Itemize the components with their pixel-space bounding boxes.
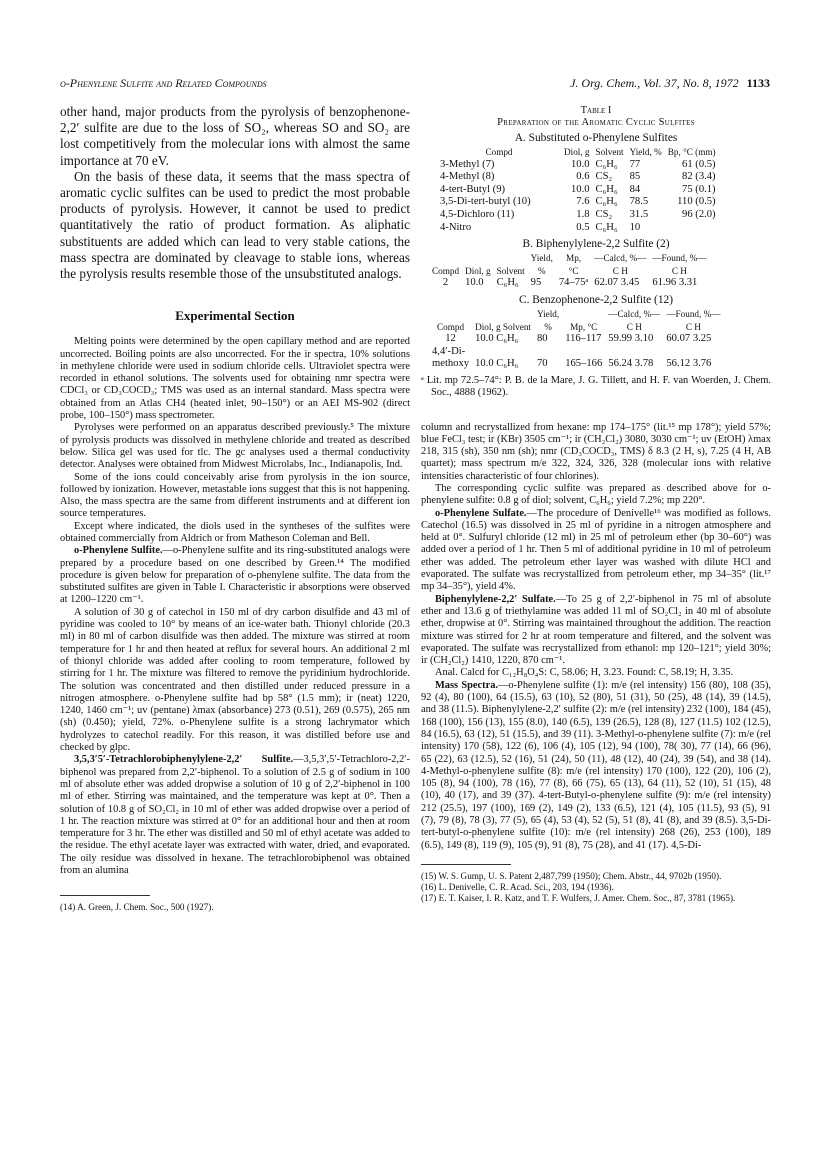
- table-footnote: ᵃ Lit. mp 72.5–74°: P. B. de la Mare, J. G. Tillett, and H. F. van Woerden, J. Chem. Soc., 4888 (1962).: [421, 374, 771, 399]
- table-row: 4,4′-Di-: [432, 345, 466, 357]
- table-row: 4-Methyl (8) 0.6 CS₂ 85 82 (3.4): [440, 171, 716, 183]
- table-c: [429, 308, 723, 371]
- footnote-17: (17) E. T. Kaiser, I. R. Katz, and T. F. Wulfers, J. Amer. Chem. Soc., 87, 3781 (1965).: [421, 892, 736, 903]
- exp-paragraph-2: Pyrolyses were performed on an apparatus described previously.⁵ The mixture of pyrolysis products was dissolved in methylene chloride and treated as described below. Silica gel was used for tlc. The gc analyses used a thermal conductivity detector. Analyses were obtained from Midwest Microlabs, Inc., Indianapolis, Ind.: [60, 422, 410, 471]
- table-header-row: Yield, Mp, —Calcd, %— —Found, %—: [530, 253, 707, 264]
- footnote-15: (15) W. S. Gump, U. S. Patent 2,487,799 (1950); Chem. Abstr., 44, 9702b (1950).: [421, 870, 722, 881]
- footnote-rule: [421, 864, 511, 865]
- running-header: [60, 76, 770, 92]
- table-1: [421, 104, 771, 400]
- table-title: Table I: [580, 105, 612, 116]
- table-row: 4-Nitro 0.5 C₆H₆ 10: [440, 221, 641, 233]
- body-paragraph-3: o-Phenylene Sulfate.—The procedure of Denivelle¹⁶ was modified as follows. Catechol (16.5) was dissolved in 25 ml of pyridine in a nitrogen atmosphere and held at 0°. Sulfuryl chloride (12 ml) in 25 ml of petroleum ether (bp 30–60°) was added over a period of 1 hr. Then 5 ml of additional pyridine in 10 ml of petroleum ether was added. The petroleum ether layer was washed with dilute HCl and evaporated. The sulfate was recrystallized from petroleum ether, mp 34–35° (lit.¹⁷ mp 34–35°), yield 4%.: [421, 507, 771, 593]
- table-row: 3-Methyl (7) 10.0 C₆H₆ 77 61 (0.5): [440, 158, 716, 170]
- table-header-row: Yield, —Calcd, %— —Found, %—: [536, 308, 721, 319]
- intro-paragraph-2: On the basis of these data, it seems that the mass spectra of aromatic cyclic sulfites can be used to predict the most probable products of pyrolysis. However, it cannot be used to predict quantitatively the ratio of product formation. As aliphatic substituents are added which can lead to very stable cations, the mass spectra are dominated by cleavage to stable ions, whereas the pyrolysis results resemble those of the unsubstituted analogs.: [60, 168, 410, 282]
- table-subtitle: Preparation of the Aromatic Cyclic Sulfites: [497, 117, 695, 128]
- footnote-rule: [60, 895, 150, 896]
- left-column: [60, 104, 410, 913]
- table-row: 12 10.0 C₆H₆ 80 116–117 59.99 3.10 60.07 3.25: [445, 333, 712, 345]
- run-in-heading: Biphenylylene-2,2′ Sulfate.: [435, 593, 556, 605]
- table-row: 4-tert-Butyl (9) 10.0 C₆H₆ 84 75 (0.1): [440, 183, 716, 195]
- table-b: [429, 252, 709, 290]
- run-in-heading: o-Phenylene Sulfate.: [435, 507, 527, 519]
- journal-citation: J. Org. Chem., Vol. 37, No. 8, 1972 1133: [570, 76, 770, 90]
- run-in-heading: Mass Spectra.: [435, 679, 499, 691]
- table-row: 4,5-Dichloro (11) 1.8 CS₂ 31.5 96 (2.0): [440, 208, 716, 220]
- body-paragraph-4: Biphenylylene-2,2′ Sulfate.—To 25 g of 2,2′-biphenol in 75 ml of absolute ether and 13.6 g of triethylamine was added 11 ml of SO₂Cl₂ in 40 ml of absolute ether, dropwise at 0°. Stirring was maintained throughout the addition. The reaction mixture was stirred for 2 hr at room temperature and filtered, and the solvent was evaporated. The sulfate was recrystallized from ethanol: mp 120–121°; yield 30%; ir (CH₂Cl₂) 1410, 1220, 870 cm⁻¹.: [421, 593, 772, 667]
- body-paragraph-1: column and recrystallized from hexane: mp 174–175° (lit.¹⁵ mp 178°); yield 57%; blue FeCl₃ test; ir (KBr) 3505 cm⁻¹; ir (CH₂Cl₂) 3080, 3030 cm⁻¹; uv (EtOH) λmax 218, 315 (sh), 350 nm (sh); nmr (CD₃COCD₃, TMS) δ 8.3 (2 H, s), 7.25 (4 H, AB quartet); mass spectrum m/e 322, 324, 326, 328 (molecular ions with relative intensities characteristic of four chlorines).: [421, 421, 771, 482]
- table-header-row: Compd Diol, g Solvent Yield, % Bp, °C (mm): [485, 147, 716, 157]
- page-number: 1133: [746, 76, 770, 90]
- exp-paragraph-6: A solution of 30 g of catechol in 150 ml of dry carbon disulfide and 43 ml of pyridine was cooled to 10° by means of an ice-water bath. Thionyl chloride (20.3 ml) in 80 ml of carbon disulfide was then added. The mixture was stirred at room temperature for 1 hr and then heated at reflux for several hours. An additional 2 ml of thionyl chloride was added after cooling to room temperature, followed by stirring for 1 hr. The mixture was filtered to remove the pyridinium hydrochloride. The solution was concentrated and then distilled under reduced pressure in a nitrogen atmosphere. o-Phenylene sulfite had bp 58° (1.5 mm); ir (neat) 1220, 1240, 1460 cm⁻¹; uv (pentane) λmax (absorbance) 273 (0.51), 269 (0.575), 265 nm (sh) (0.450); yield, 72%. o-Phenylene sulfite is a strong lachrymator which hydrolyzes to catechol readily. For this reason, it was distilled before use and checked by glpc.: [60, 606, 410, 754]
- section-title: Experimental Section: [175, 308, 295, 324]
- table-row: methoxy 10.0 C₆H₆ 70 165–166 56.24 3.78 56.12 3.76: [432, 358, 712, 370]
- exp-paragraph-5: o-Phenylene Sulfite.—o-Phenylene sulfite and its ring-substituted analogs were prepared by a procedure based on one described by Green.¹⁴ The modified procedure is given below for preparation of o-phenylene sulfite. The data from the substituted sulfites are given in Table I. Characteristic ir absorptions were observed at 1200–1220 cm⁻¹.: [60, 545, 410, 606]
- run-in-heading: o-Phenylene Sulfite.: [74, 545, 163, 557]
- table-row: 3,5-Di-tert-butyl (10) 7.6 C₆H₆ 78.5 110 (0.5): [440, 196, 716, 208]
- body-paragraph-5: Anal. Calcd for C₁₂H₈O₄S: C, 58.06; H, 3.23. Found: C, 58.19; H, 3.35.: [435, 667, 734, 679]
- table-section-c: C. Benzophenone-2,2 Sulfite (12): [518, 293, 674, 306]
- table-row: 2 10.0 C₆H₆ 95 74–75ᵃ 62.07 3.45 61.96 3.31: [442, 277, 698, 289]
- table-header-row: Compd Diol, g Solvent % Mp, °C C H C H: [437, 321, 701, 332]
- footnote-16: (16) L. Denivelle, C. R. Acad. Sci., 203, 194 (1936).: [421, 881, 614, 892]
- table-a: [437, 146, 719, 234]
- running-title: o-Phenylene Sulfite and Related Compounds: [60, 76, 267, 90]
- footnote-14: (14) A. Green, J. Chem. Soc., 500 (1927).: [60, 902, 214, 913]
- table-header-row: Compd Diol, g Solvent % °C C H C H: [432, 265, 687, 276]
- table-section-a: A. Substituted o-Phenylene Sulfites: [514, 132, 678, 144]
- exp-paragraph-3: Some of the ions could conceivably arise from pyrolysis in the ion source, followed by ionization. However, metastable ions suggest that this is not happening. Also, the mass spectra are the same from different instruments and at different ion source temperatures.: [60, 471, 410, 520]
- table-section-b: B. Biphenylylene-2,2 Sulfite (2): [522, 238, 670, 251]
- exp-paragraph-4: Except where indicated, the diols used in the syntheses of the sulfites were obtained commercially from Aldrich or from Matheson Coleman and Bell.: [60, 520, 410, 544]
- run-in-heading: 3,5,3′5′-Tetrachlorobiphenylylene-2,2′ Sulfite.: [74, 754, 294, 766]
- exp-paragraph-7: 3,5,3′5′-Tetrachlorobiphenylylene-2,2′ Sulfite.—3,5,3′,5′-Tetrachloro-2,2′-biphenol was prepared from 2,2′-biphenol. To a solution of 2.5 g of sodium in 100 ml of absolute ether was added dropwise a solution of 10 g of 2,2′-biphenol in 100 ml of ether. Stirring was maintained, and the temperature was kept at 0°. Then a solution of 10.8 g of SO₂Cl₂ in 10 ml of ether was added dropwise over a period of 1 hr. The reaction mixture was stirred at 0° for an additional hour and then at room temperature for 3 hr. The ether was distilled and 50 ml of ethyl acetate was added to the residue. The ethyl acetate layer was extracted with water, dried, and evaporated. The oily residue was dissolved in hexane. The tetrachlorobiphenol was obtained from an alumina: [60, 754, 410, 876]
- body-paragraph-2: The corresponding cyclic sulfite was prepared as described above for o-phenylene sulfite: 0.8 g of diol; solvent, C₆H₆; yield 7.2%; mp 220°.: [421, 482, 771, 507]
- intro-paragraph-1: other hand, major products from the pyrolysis of benzophenone-2,2′ sulfite are due to the loss of SO₂, whereas SO and SO₂ are lost competitively from the molecular ions with almost the same importance at 70 eV.: [60, 104, 410, 168]
- body-paragraph-6: Mass Spectra.—o-Phenylene sulfite (1): m/e (rel intensity) 156 (80), 108 (35), 92 (4), 80 (100), 64 (15.5), 63 (10), 52 (80), 51 (31), 50 (25), 48 (14), 39 (14.5), and 38 (11.5). Biphenylylene-2,2′ sulfite (2): m/e (rel intensity) 232 (100), 184 (45), 168 (100), 156 (13), 155 (8.0), 140 (6.5), 139 (26.5), 128 (8), 127 (11.5) 102 (12.5), 84 (16.5), 63 (12), 51 (15.5), and 39 (11). 3-Methyl-o-phenylene sulfite (7): m/e (rel intensity) 170 (58), 122 (6), 106 (4), 105 (12), 94 (100), 78( 30), 77 (14), 66 (96), 65 (22), 63 (12.5), 52 (16), 51 (24), 50 (11), 48 (12), 40 (24), 39 (54), and 38 (14). 4-Methyl-o-phenylene sulfite (8): m/e (rel intensity) 170 (100), 122 (20), 106 (2), 105 (8), 94 (100), 78 (16), 77 (8), 66 (75), 65 (13), 64 (11), 52 (10), 51 (15), 48 (10), 40 (17), and 39 (37). 4-tert-Butyl-o-phenylene sulfite (9): m/e (rel intensity) 212 (25.5), 197 (100), 169 (2), 149 (2), 133 (6.5), 121 (4), 105 (11.5), 93 (5), 91 (7), 79 (8), 78 (3), 77 (5), 65 (4), 53 (4), 52 (5), 51 (8), 41 (8), and 39 (8.5). 3,5-Di-tert-butyl-o-phenylene sulfite (10): m/e (rel intensity) 268 (26), 253 (100), 189 (6.5), 149 (8), 119 (9), 105 (9), 91 (8), 75 (28), and 41 (17). 4,5-Di-: [421, 679, 771, 851]
- right-column: [421, 104, 771, 904]
- exp-paragraph-1: Melting points were determined by the open capillary method and are reported uncorrected. Boiling points are also uncorrected. For the ir spectra, 10% solutions in methylene chloride were used in sodium chloride cells. Ultraviolet spectra were recorded in ethanol solutions. The solvents used for obtaining nmr spectra were CDCl₃ or CD₃COCD₃; TMS was used as an internal standard. Mass spectra were obtained from an Atlas CH4 (heated inlet, 90–150°) or an AEI MS-902 (direct probe, 100–150°) mass spectrometer.: [60, 336, 410, 422]
